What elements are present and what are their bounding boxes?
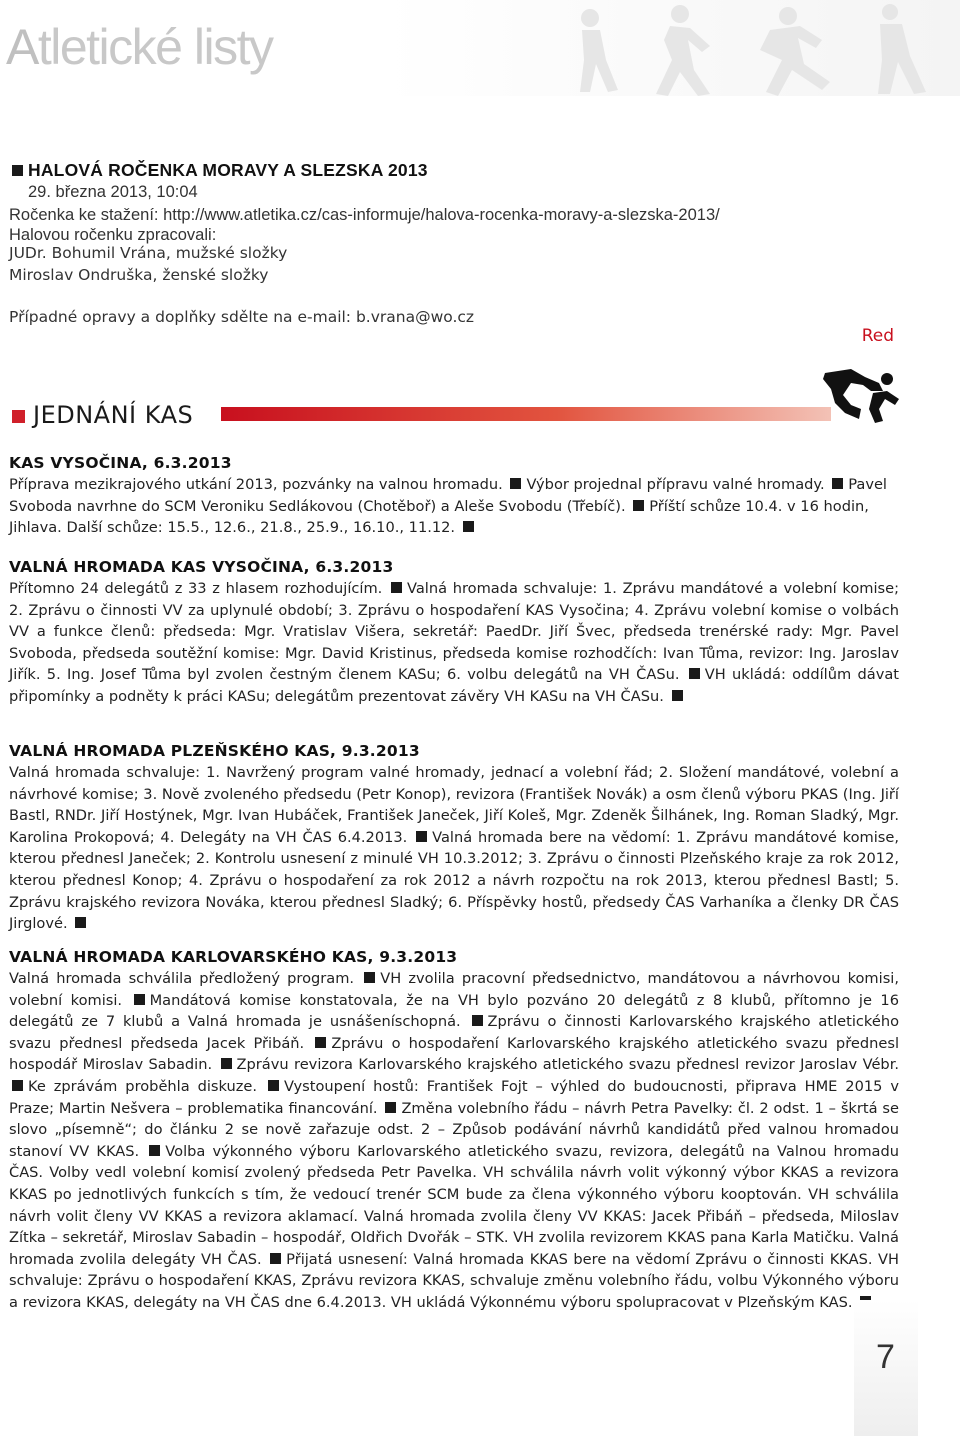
- end-square-icon: [463, 521, 474, 532]
- bullet-square-icon: [689, 668, 700, 679]
- yearbook-heading: HALOVÁ ROČENKA MORAVY A SLEZSKA 2013: [9, 160, 899, 181]
- yearbook-author-1: JUDr. Bohumil Vrána, mužské složky: [9, 244, 288, 262]
- article-title: KAS VYSOČINA, 6.3.2013: [9, 454, 232, 472]
- bullet-square-icon: [315, 1037, 326, 1048]
- bullet-square-icon: [832, 478, 843, 489]
- bullet-square-icon: [12, 410, 25, 423]
- yearbook-date: 29. března 2013, 10:04: [28, 183, 198, 201]
- page-number: 7: [876, 1338, 895, 1376]
- bullet-square-icon: [633, 500, 644, 511]
- title-initial: A: [6, 19, 38, 75]
- bullet-square-icon: [12, 1080, 23, 1091]
- bullet-square-icon: [270, 1253, 281, 1264]
- bullet-square-icon: [510, 478, 521, 489]
- article-vh-plzensky-kas: [9, 740, 899, 935]
- bullet-square-icon: [472, 1015, 483, 1026]
- sprinter-silhouette-icon: [821, 365, 901, 425]
- publication-title: [6, 18, 272, 76]
- yearbook-section: [9, 160, 899, 181]
- page-number-tab: [854, 1300, 918, 1436]
- section-header-jednani-kas: [9, 395, 899, 435]
- bullet-square-icon: [268, 1080, 279, 1091]
- athletes-silhouette-icon: [560, 0, 960, 96]
- yearbook-corrections: Případné opravy a doplňky sdělte na e-mail: b.vrana@wo.cz: [9, 308, 475, 326]
- article-title: VALNÁ HROMADA KAS VYSOČINA, 6.3.2013: [9, 558, 394, 576]
- article-body: Valná hromada schvaluje: 1. Navržený program valné hromady, jednací a volební řád; 2. Složení mandátové, volební a návrhové komise; 3. Nově zvoleného předsedu (Petr Konop), revizora (František Novák) a osm členů výboru PKAS (Ing. Jiří Bastl, RNDr. Jiří Hostýnek, Mgr. Ivan Hubáček, František Janeček, Jiří Koleš, Mgr. Zdeněk Šilhánek, Ing. Roman Sladký, Mgr. Karolina Prokopová; 4. Delegáty na VH ČAS 6.4.2013. Valná hromada bere na vědomí: 1. Zprávu mandátové komise, kterou přednesl Janeček; 2. Kontrolu usnesení z minulé VH 10.3.2012; 3. Zprávu o činnosti Plzeňského kraje za rok 2012, kterou přednesl Konop; 4. Zprávu o hospodaření za rok 2012 a návrh rozpočtu na rok 2013, kterou přednesl Bastl; 5. Zprávu krajského revizora Nováka, kterou přednesl Sladký; 6. Příspěvky hostů, předsedy ČAS Varhaníka a členky DR ČAS Jirglové.: [9, 764, 900, 933]
- bullet-square-icon: [12, 165, 23, 176]
- end-square-icon: [672, 690, 683, 701]
- section-title: JEDNÁNÍ KAS: [9, 401, 193, 429]
- article-title: VALNÁ HROMADA KARLOVARSKÉHO KAS, 9.3.2013: [9, 948, 458, 966]
- bullet-square-icon: [134, 994, 145, 1005]
- section-divider-bar: [221, 407, 831, 421]
- article-vh-karlovarsky-kas: [9, 946, 899, 1314]
- bullet-square-icon: [149, 1145, 160, 1156]
- bullet-square-icon: [221, 1058, 232, 1069]
- yearbook-authors-label: Halovou ročenku zpracovali:: [9, 226, 217, 244]
- masthead: [0, 0, 960, 96]
- bullet-square-icon: [364, 972, 375, 983]
- article-title: VALNÁ HROMADA PLZEŇSKÉHO KAS, 9.3.2013: [9, 742, 420, 760]
- article-body: Přítomno 24 delegátů z 33 z hlasem rozhodujícím. Valná hromada schvaluje: 1. Zprávu mandátové a volební komise; 2. Zprávu o činnosti VV za uplynulé období; 3. Zprávu o hospodaření KAS Vysočina; 4. Zprávu volební komise o volbách VV a funkce členů: předseda: Mgr. Vratislav Višera, sekretář: PaedDr. Jiří Švec, předseda trenérské rady: Mgr. Pavel Svoboda, předseda soutěžní komise: Mgr. David Kristinus, předseda komise rozhodčích: Ivan Tůma, revizor: Ing. Jaroslav Jiřík. 5. Ing. Josef Tůma byl zvolen čestným členem KASu; 6. volbu delegátů na VH ČASu. VH ukládá: oddílům dávat připomínky a podněty k práci KASu; delegátům prezentovat závěry VH KASu na VH ČASu.: [9, 580, 900, 705]
- article-body: Příprava mezikrajového utkání 2013, pozvánky na valnou hromadu. Výbor projednal přípravu valné hromady. Pavel Svoboda navrhne do SCM Veroniku Sedlákovou (Chotěboř) a Aleše Svobodu (Třebíč). Příští schůze 10.4. v 16 hodin, Jihlava. Další schůze: 15.5., 12.6., 21.8., 25.9., 16.10., 11.12.: [9, 476, 887, 537]
- yearbook-download-link[interactable]: Ročenka ke stažení: http://www.atletika.cz/cas-informuje/halova-rocenka-moravy-a-slezska-2013/: [9, 206, 720, 224]
- article-body: Valná hromada schválila předložený program. VH zvolila pracovní předsednictvo, mandátovou a návrhovou komisi, volební komisi. Mandátová komise konstatovala, že na VH bylo pozváno 20 delegátů z 8 klubů, přítomno je 16 delegátů ze 7 klubů a Valná hromada je usnášeníschopná. Zprávu o činnosti Karlovarského krajského atletického svazu přednesl předseda Jacek Přibáň. Zprávu o hospodaření Karlovarského krajského atletického svazu přednesl hospodář Miroslav Sabadin. Zprávu revizora Karlovarského krajského atletického svazu přednesl revizor Jaroslav Vébr. Ke zprávám proběhla diskuze. Vystoupení hostů: František Fojt – výhled do budoucnosti, připrava HME 2015 v Praze; Martin Nešvera – problematika financování. Změna volebního řádu – návrh Petra Pavelky: čl. 2 odst. 1 – škrtá se slovo „písemně“; do článku 2 se nově zařazuje odst. 2 – Způsob podávání návrhů kandidátů před valnou hromadou stanoví VV KKAS. Volba výkonného výboru Karlovarského atletického svazu, revizora, delegátů na Valnou hromadu ČAS. Volby vedl volební komisí zvolený předseda Petr Pavelka. VH schválila návrh volit výkonný výbor KKAS a revizora KKAS po jednotlivých funkcích s tím, že vedoucí trenér SCM bude za člena výkonného výboru kooptován. VH schválila návrh volit členy VV KKAS a revizora aklamací. Valná hromada zvolila členy VV KKAS: Jacek Přibáň – předseda, Miloslav Zítka – sekretář, Miroslav Sabadin – hospodář, Oldřich Dvořák – STK. VH zvolila revizorem KKAS pana Karla Matičku. Valná hromada zvolila delegáty VH ČAS. Přijatá usnesení: Valná hromada KKAS bere na vědomí Zprávu o činnosti KKAS. VH schvaluje: Zprávu o hospodaření KKAS, Zprávu revizora KKAS, schvaluje změnu volebního řádu, volbu Výkonného výboru a revizora KKAS, delegáty na VH ČAS dne 6.4.2013. VH ukládá Výkonnému výboru spolupracovat v Plzeňským KAS.: [9, 970, 900, 1311]
- editor-signature: Red: [861, 326, 894, 346]
- yearbook-author-2: Miroslav Ondruška, ženské složky: [9, 266, 269, 284]
- bullet-square-icon: [385, 1102, 396, 1113]
- end-square-icon: [75, 917, 86, 928]
- title-rest: tletické listy: [37, 19, 273, 75]
- bullet-square-icon: [416, 831, 427, 842]
- bullet-square-icon: [391, 582, 402, 593]
- article-kas-vysocina: [9, 452, 899, 539]
- article-vh-kas-vysocina: [9, 556, 899, 708]
